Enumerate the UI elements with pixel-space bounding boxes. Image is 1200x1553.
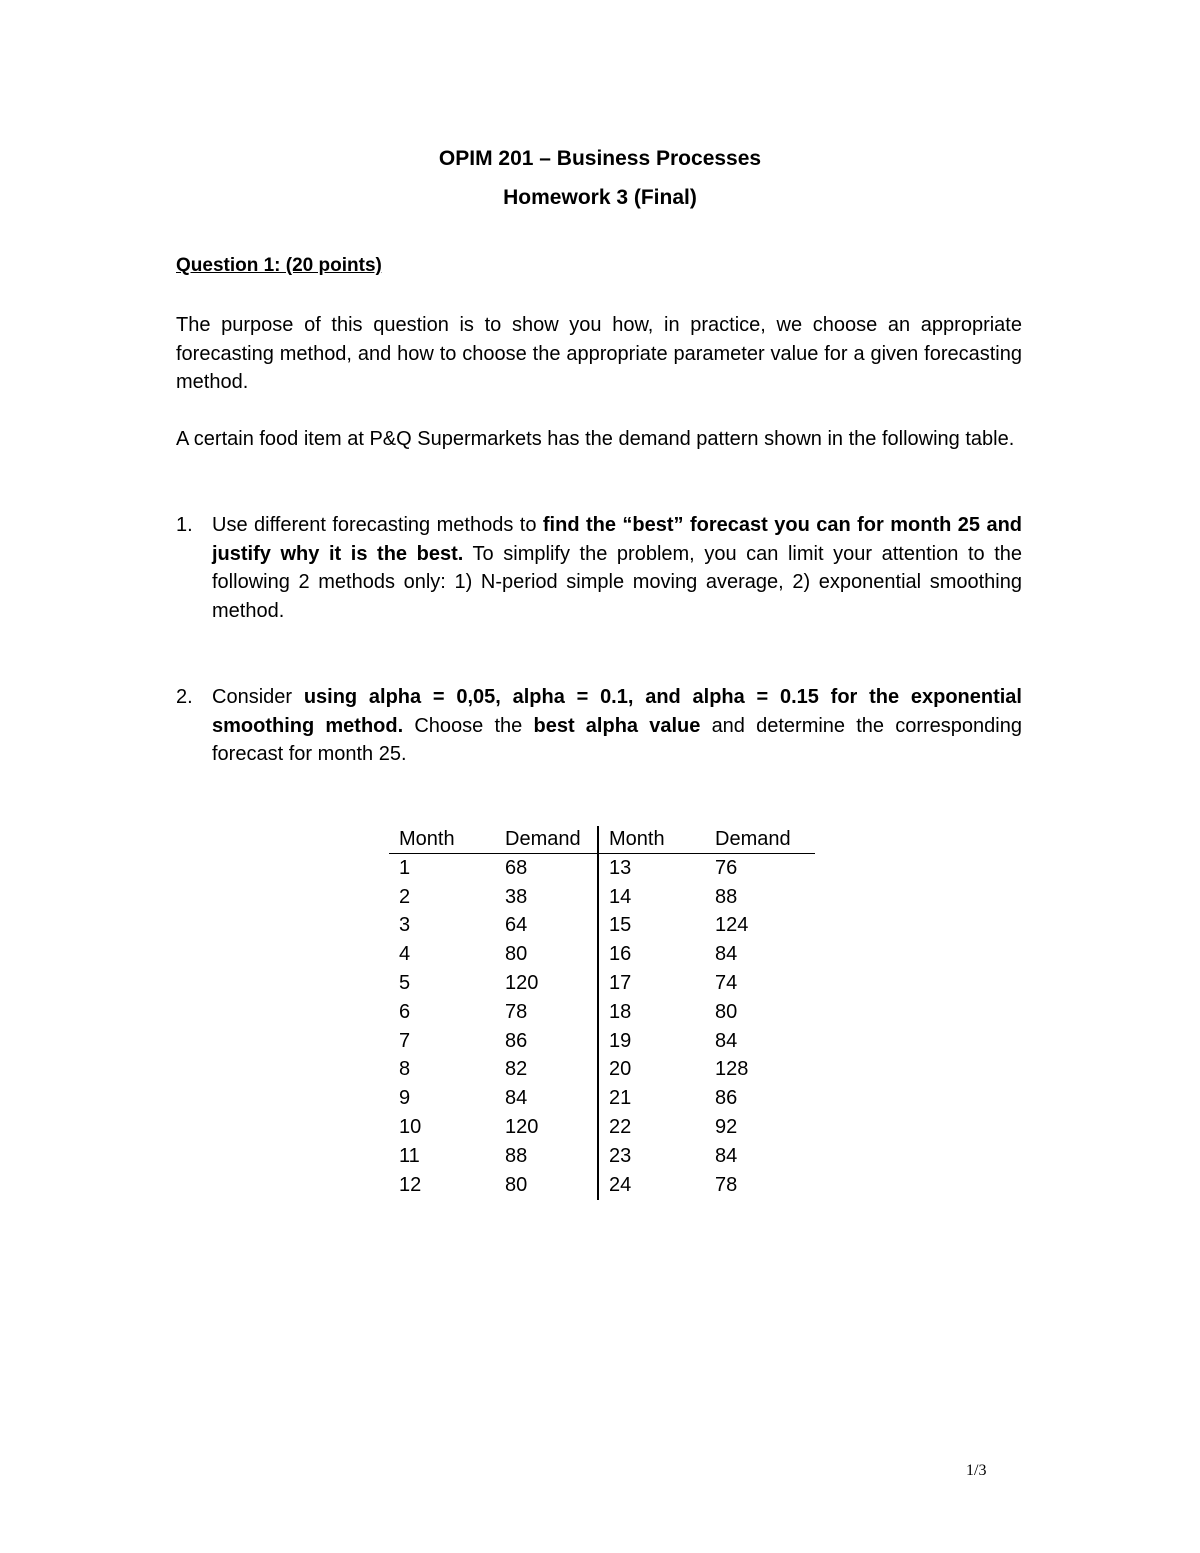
demand-cell: 68 <box>505 856 528 879</box>
demand-cell: 78 <box>715 1173 738 1196</box>
month-cell: 21 <box>598 1084 705 1113</box>
demand-cell: 80 <box>715 1000 738 1023</box>
column-header-month: Month <box>389 826 495 854</box>
table-row <box>389 1056 815 1085</box>
month-cell: 5 <box>399 972 411 995</box>
demand-cell: 120 <box>505 972 539 995</box>
demand-cell: 92 <box>715 1116 738 1139</box>
demand-cell: 82 <box>505 1058 528 1081</box>
list-item-number: 2. <box>176 686 193 708</box>
month-cell: 8 <box>399 1058 411 1081</box>
table-row <box>389 969 815 998</box>
bold-text-run: best alpha value <box>533 714 701 737</box>
column-header-demand: Demand <box>495 826 598 854</box>
text-run: and determine the corresponding forecast for month 25. <box>212 714 1022 766</box>
demand-cell: 80 <box>505 1173 528 1196</box>
demand-cell: 84 <box>715 1029 738 1052</box>
month-cell: 23 <box>598 1142 705 1171</box>
table-row <box>389 1171 815 1200</box>
table-row <box>389 998 815 1027</box>
month-cell: 22 <box>598 1113 705 1142</box>
month-cell: 4 <box>399 943 411 966</box>
table-row <box>389 883 815 912</box>
table-row <box>389 940 815 969</box>
context-paragraph: A certain food item at P&Q Supermarkets has the demand pattern shown in the following table. <box>176 428 1015 450</box>
text-run: Choose the <box>403 714 534 737</box>
demand-cell: 64 <box>505 914 528 937</box>
month-cell: 15 <box>598 912 705 941</box>
month-cell: 6 <box>399 1000 411 1023</box>
demand-cell: 84 <box>715 943 738 966</box>
bold-text-run: find the “best” forecast you can for month 25 and justify why it is the best. <box>212 514 1022 565</box>
text-run: Consider <box>212 686 304 708</box>
table-row <box>389 1027 815 1056</box>
list-item-text <box>212 511 1022 625</box>
table-row <box>389 854 815 883</box>
month-cell: 24 <box>598 1171 705 1200</box>
demand-cell: 80 <box>505 943 528 966</box>
column-header-demand: Demand <box>705 826 815 854</box>
demand-cell: 120 <box>505 1116 539 1139</box>
demand-table <box>389 826 815 1200</box>
month-cell: 11 <box>399 1144 420 1167</box>
document-subtitle: Homework 3 (Final) <box>503 186 697 209</box>
month-cell: 2 <box>399 885 411 908</box>
month-cell: 9 <box>399 1087 411 1110</box>
demand-cell: 38 <box>505 885 528 908</box>
month-cell: 13 <box>598 854 705 883</box>
list-item-number: 1. <box>176 514 193 536</box>
month-cell: 19 <box>598 1027 705 1056</box>
month-cell: 14 <box>598 883 705 912</box>
demand-cell: 86 <box>715 1087 738 1110</box>
question-heading: Question 1: (20 points) <box>176 255 382 276</box>
demand-cell: 84 <box>715 1144 738 1167</box>
text-run: To simplify the problem, you can limit your attention to the following 2 methods only: 1) N-period simple moving average, 2) exponential smoothing method. <box>212 542 1023 622</box>
table-row <box>389 1084 815 1113</box>
list-item-text <box>212 683 1022 769</box>
column-header-month: Month <box>598 826 705 854</box>
page-number: 1/3 <box>966 1462 987 1479</box>
demand-cell: 124 <box>715 914 749 937</box>
month-cell: 18 <box>598 998 705 1027</box>
demand-cell: 78 <box>505 1000 528 1023</box>
month-cell: 12 <box>399 1173 422 1196</box>
demand-cell: 128 <box>715 1058 749 1081</box>
demand-cell: 86 <box>505 1029 528 1052</box>
text-run: Use different forecasting methods to <box>212 514 543 536</box>
document-title: OPIM 201 – Business Processes <box>438 147 762 170</box>
table-row <box>389 1113 815 1142</box>
month-cell: 20 <box>598 1056 705 1085</box>
month-cell: 16 <box>598 940 705 969</box>
table-header-row <box>389 826 815 854</box>
month-cell: 17 <box>598 969 705 998</box>
intro-paragraph: The purpose of this question is to show you how, in practice, we choose an appropriate forecasting method, and how to choose the appropriate parameter value for a given forecasting method. <box>176 314 1022 394</box>
demand-cell: 76 <box>715 856 738 879</box>
demand-cell: 88 <box>715 885 738 908</box>
month-cell: 1 <box>399 856 411 879</box>
bold-text-run: using alpha = 0,05, alpha = 0.1, and alpha = 0.15 for the exponential smoothing method. <box>212 686 1022 737</box>
demand-cell: 88 <box>505 1144 528 1167</box>
demand-cell: 74 <box>715 972 738 995</box>
month-cell: 3 <box>399 914 411 937</box>
month-cell: 7 <box>399 1029 411 1052</box>
demand-cell: 84 <box>505 1087 528 1110</box>
month-cell: 10 <box>399 1116 422 1139</box>
table-row <box>389 912 815 941</box>
table-row <box>389 1142 815 1171</box>
table-body <box>389 854 815 1200</box>
